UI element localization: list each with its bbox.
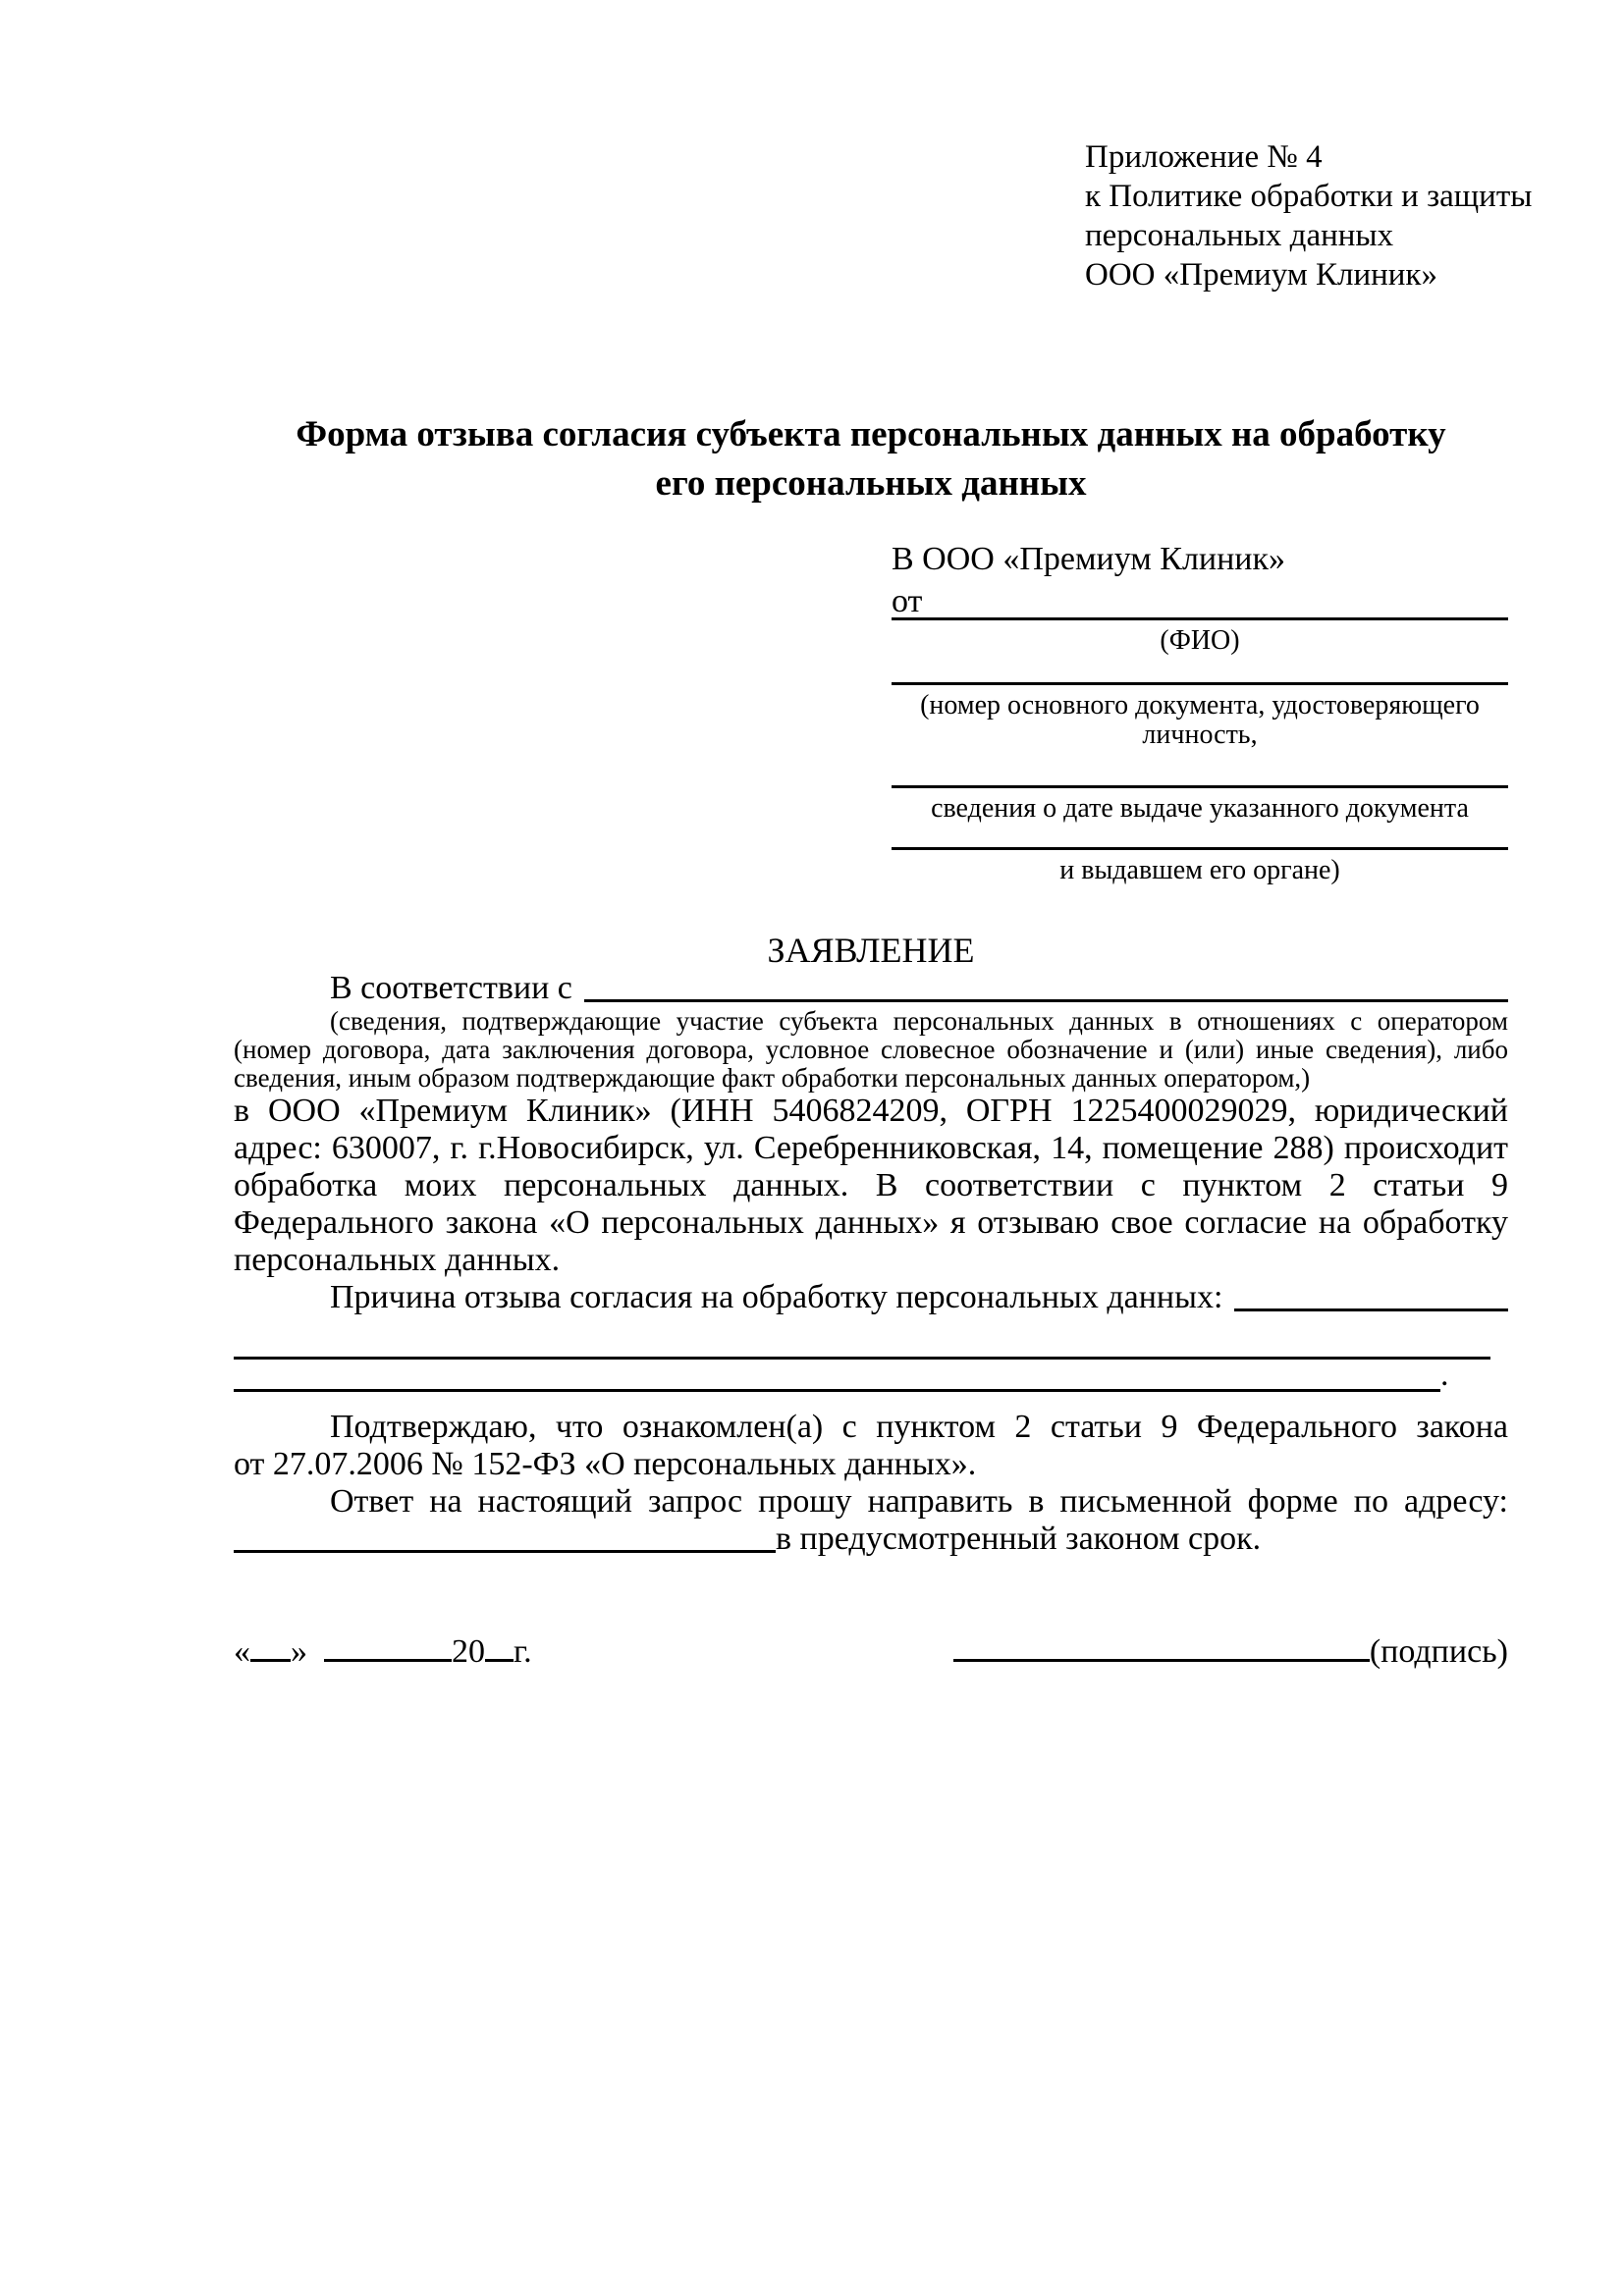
- reply-request-line-2: [234, 1521, 1508, 1558]
- statement-heading: ЗАЯВЛЕНИЕ: [767, 931, 975, 970]
- reason-blank-line-3-rule: [234, 1360, 1440, 1392]
- signature-group: [953, 1632, 1508, 1672]
- issue-date-caption: сведения о дате выдаче указанного документа: [931, 793, 1469, 824]
- page-title-line-1: Форма отзыва согласия субъекта персональных данных на обработку: [296, 414, 1446, 454]
- fio-blank-line: [892, 617, 1508, 620]
- date-group: [234, 1632, 532, 1672]
- page-title: [234, 410, 1508, 508]
- document-number-blank-line: [892, 682, 1508, 685]
- reply-request-line-1: Ответ на настоящий запрос прошу направить в письменной форме по адресу:: [330, 1483, 1508, 1520]
- confirmation-line-2: от 27.07.2006 № 152-ФЗ «О персональных данных».: [234, 1446, 977, 1482]
- intro-footnote: (сведения, подтверждающие участие субъекта персональных данных в отношениях с оператором (номер договора, дата заключения договора, условное словесное обозначение и (или) иные сведения), либо сведения, иным образом подтверждающие факт обработки персональных данных оператором,): [234, 1006, 1508, 1093]
- addressee-from-label: от: [892, 583, 923, 619]
- signature-blank-line: [953, 1633, 1370, 1662]
- confirmation-line-1: Подтверждаю, что ознакомлен(а) с пунктом 2 статьи 9 Федерального закона: [330, 1409, 1508, 1445]
- addressee-block: [892, 538, 1508, 885]
- date-quote-open: «: [234, 1633, 250, 1670]
- reason-row: [234, 1279, 1508, 1316]
- intro-blank-line: [584, 970, 1508, 1002]
- date-year-blank: [485, 1633, 514, 1662]
- appendix-header: [1085, 137, 1533, 294]
- date-year-prefix: 20: [452, 1633, 485, 1670]
- date-day-blank: [250, 1633, 291, 1662]
- reason-blank-line: [1234, 1279, 1508, 1311]
- page-title-line-2: его персональных данных: [655, 463, 1087, 504]
- fio-caption: (ФИО): [1160, 625, 1240, 656]
- appendix-header-line: персональных данных: [1085, 218, 1394, 253]
- document-number-caption: (номер основного документа, удостоверяющего личность,: [920, 690, 1480, 750]
- date-signature-row: [234, 1632, 1508, 1672]
- issuing-authority-caption: и выдавшем его органе): [1059, 855, 1340, 885]
- reply-request-suffix: в предусмотренный законом срок.: [776, 1521, 1262, 1557]
- reason-blank-line-2: [234, 1325, 1490, 1360]
- addressee-to: В ООО «Премиум Клиник»: [892, 541, 1286, 577]
- date-month-blank: [324, 1633, 452, 1662]
- signature-caption: (подпись): [1369, 1633, 1508, 1670]
- reply-address-blank-line: [234, 1550, 776, 1553]
- intro-row: [234, 970, 1508, 1007]
- appendix-header-line: к Политике обработки и защиты: [1085, 179, 1533, 214]
- date-quote-close: »: [291, 1633, 307, 1670]
- reason-blank-line-3: [234, 1357, 1508, 1393]
- issue-date-blank-line: [892, 785, 1508, 788]
- appendix-header-line: Приложение № 4: [1085, 139, 1323, 175]
- issuing-authority-blank-line: [892, 847, 1508, 850]
- statement-body: в ООО «Премиум Клиник» (ИНН 5406824209, ОГРН 1225400029029, юридический адрес: 630007, г. г.Новосибирск, ул. Серебренниковская, 14, помещение 288) происходит обработка моих персональных данных. В соответствии с пунктом 2 статьи 9 Федерального закона «О персональных данных» я отзываю свое согласие на обработку персональных данных.: [234, 1093, 1508, 1278]
- blank-line-terminator: .: [1440, 1357, 1449, 1393]
- date-year-suffix: г.: [514, 1633, 532, 1670]
- intro-text: В соответствии с: [330, 970, 572, 1006]
- reason-label: Причина отзыва согласия на обработку персональных данных:: [330, 1279, 1223, 1315]
- appendix-header-line: ООО «Премиум Клиник»: [1085, 257, 1437, 293]
